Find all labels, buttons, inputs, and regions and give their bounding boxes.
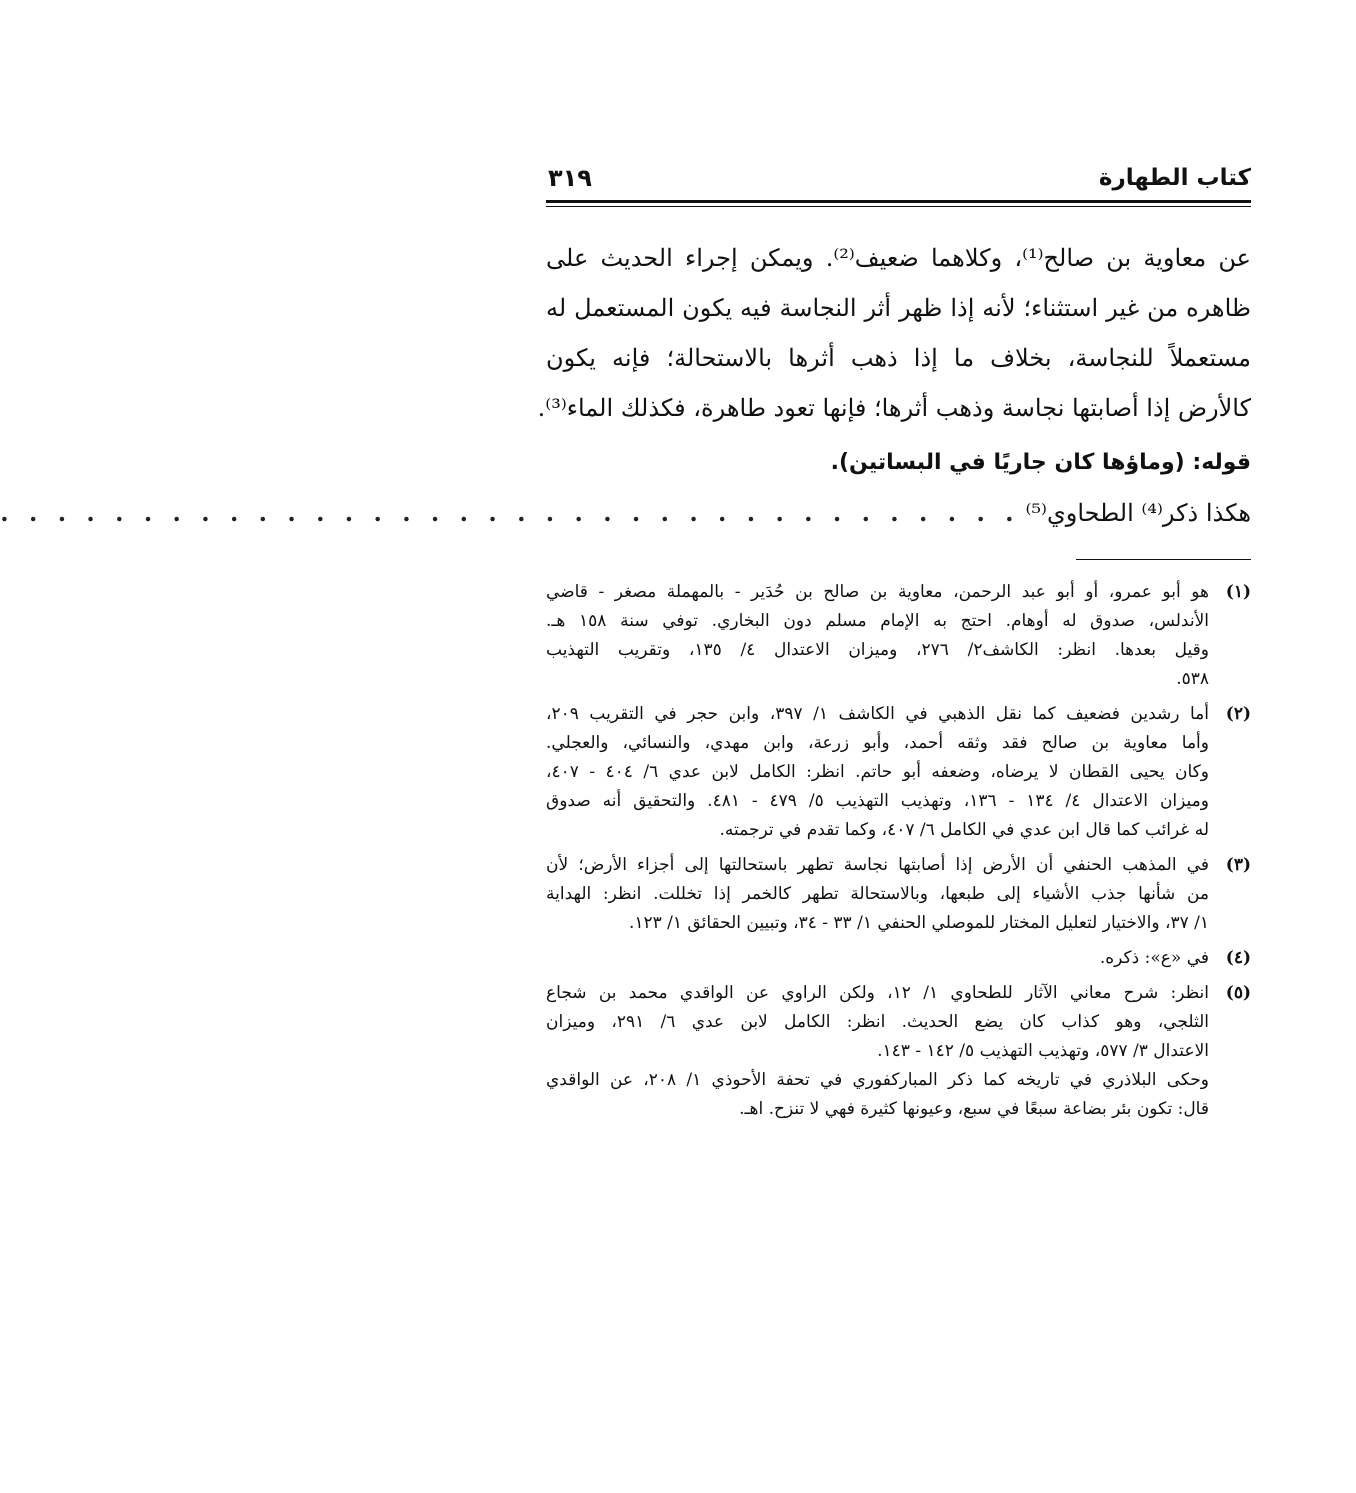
commentary-heading: قوله: (وماؤها كان جاريًا في البساتين). xyxy=(830,450,1251,475)
footnote-4 xyxy=(546,944,1251,973)
footnote-line: وميزان الاعتدال ٤/ ١٣٤ - ١٣٦، وتهذيب التهذيب ٥/ ٤٧٩ - ٤٨١. والتحقيق أنه صدوق xyxy=(546,791,1209,811)
header-rule-thick xyxy=(546,200,1251,203)
footnote-number: (٣) xyxy=(1225,855,1251,875)
body-line: عن معاوية بن صالح⁽¹⁾، وكلاهما ضعيف⁽²⁾. ويمكن إجراء الحديث على xyxy=(546,244,1252,272)
footnote-1 xyxy=(546,578,1251,694)
footnotes xyxy=(546,578,1251,1124)
book-page xyxy=(0,150,1252,1330)
main-text xyxy=(0,233,1252,537)
dotted-leader: . . . . . . . . . . . . . . . . . . . . . . . . . . . . . . . . . . . . xyxy=(0,498,1020,527)
footnote-text xyxy=(546,578,1209,694)
footnote-line: في «ع»: ذكره. xyxy=(1099,948,1209,968)
footnote-divider xyxy=(1076,559,1251,560)
footnote-line: أما رشدين فضعيف كما نقل الذهبي في الكاشف ١/ ٣٩٧، وابن حجر في التقريب ٢٠٩، xyxy=(546,704,1209,724)
footnote-line: من شأنها جذب الأشياء إلى طبعها، وبالاستحالة تطهر كالخمر إذا تخللت. انظر: الهداية xyxy=(546,884,1209,904)
footnote-line: الاعتدال ٣/ ٥٧٧، وتهذيب التهذيب ٥/ ١٤٢ - ١٤٣. xyxy=(877,1041,1209,1061)
footnote-5 xyxy=(546,979,1251,1124)
footnote-text xyxy=(546,700,1209,845)
footnote-line: انظر: شرح معاني الآثار للطحاوي ١/ ١٢، ولكن الراوي عن الواقدي محمد بن شجاع xyxy=(546,983,1209,1003)
footnote-line: وحكى البلاذري في تاريخه كما ذكر المباركفوري في تحفة الأحوذي ١/ ٢٠٨، عن الواقدي xyxy=(546,1070,1209,1090)
footnote-number: (٢) xyxy=(1225,704,1251,724)
continuation-line xyxy=(0,489,1251,537)
footnote-line: له غرائب كما قال ابن عدي في الكامل ٦/ ٤٠٧، وكما تقدم في ترجمته. xyxy=(719,820,1209,840)
footnote-line: وأما معاوية بن صالح فقد وثقه أحمد، وأبو زرعة، وابن مهدي، والنسائي، والعجلي. xyxy=(546,733,1209,753)
footnote-text xyxy=(546,944,1209,973)
footnote-line: ١/ ٣٧، والاختيار لتعليل المختار للموصلي الحنفي ١/ ٣٣ - ٣٤، وتبيين الحقائق ١/ ١٢٣. xyxy=(628,913,1209,933)
footnote-line: قال: تكون بئر بضاعة سبعًا في سبع، وعيونها كثيرة فهي لا تنزح. اهـ. xyxy=(739,1099,1209,1119)
footnote-line: وكان يحيى القطان لا يرضاه، وضعفه أبو حاتم. انظر: الكامل لابن عدي ٦/ ٤٠٤ - ٤٠٧، xyxy=(546,762,1209,782)
header-rule-thin xyxy=(546,206,1251,207)
page-header xyxy=(546,150,1251,190)
footnote-line: وقيل بعدها. انظر: الكاشف٢/ ٢٧٦، وميزان الاعتدال ٤/ ١٣٥، وتقريب التهذيب xyxy=(546,640,1209,660)
footnote-text xyxy=(546,979,1209,1124)
footnote-3 xyxy=(546,851,1251,938)
continuation-text: هكذا ذكر⁽⁴⁾ الطحاوي⁽⁵⁾ xyxy=(1025,499,1251,527)
footnote-2 xyxy=(546,700,1251,845)
footnote-line: ٥٣٨. xyxy=(1176,669,1209,689)
footnote-number: (٤) xyxy=(1225,948,1251,968)
body-line: مستعملاً للنجاسة، بخلاف ما إذا ذهب أثرها بالاستحالة؛ فإنه يكون xyxy=(546,344,1251,372)
footnote-text xyxy=(546,851,1209,938)
body-line: كالأرض إذا أصابتها نجاسة وذهب أثرها؛ فإنها تعود طاهرة، فكذلك الماء⁽³⁾. xyxy=(537,394,1251,422)
footnote-line: الثلجي، وهو كذاب كان يضع الحديث. انظر: الكامل لابن عدي ٦/ ٢٩١، وميزان xyxy=(546,1012,1209,1032)
footnote-number: (٥) xyxy=(1225,983,1251,1003)
footnote-line: هو أبو عمرو، أو أبو عبد الرحمن، معاوية بن صالح بن حُدَير - بالمهملة مصغر - قاضي xyxy=(546,582,1209,602)
running-title: كتاب الطهارة xyxy=(1098,165,1251,191)
body-line: ظاهره من غير استثناء؛ لأنه إذا ظهر أثر النجاسة فيه يكون المستعمل له xyxy=(546,294,1251,322)
footnote-number: (١) xyxy=(1225,582,1251,602)
page-number: ٣١٩ xyxy=(548,164,592,192)
footnote-line: في المذهب الحنفي أن الأرض إذا أصابتها نجاسة تطهر باستحالتها إلى أجزاء الأرض؛ لأن xyxy=(546,855,1209,875)
footnote-line: الأندلس، صدوق له أوهام. احتج به الإمام مسلم دون البخاري. توفي سنة ١٥٨ هـ. xyxy=(546,611,1210,631)
